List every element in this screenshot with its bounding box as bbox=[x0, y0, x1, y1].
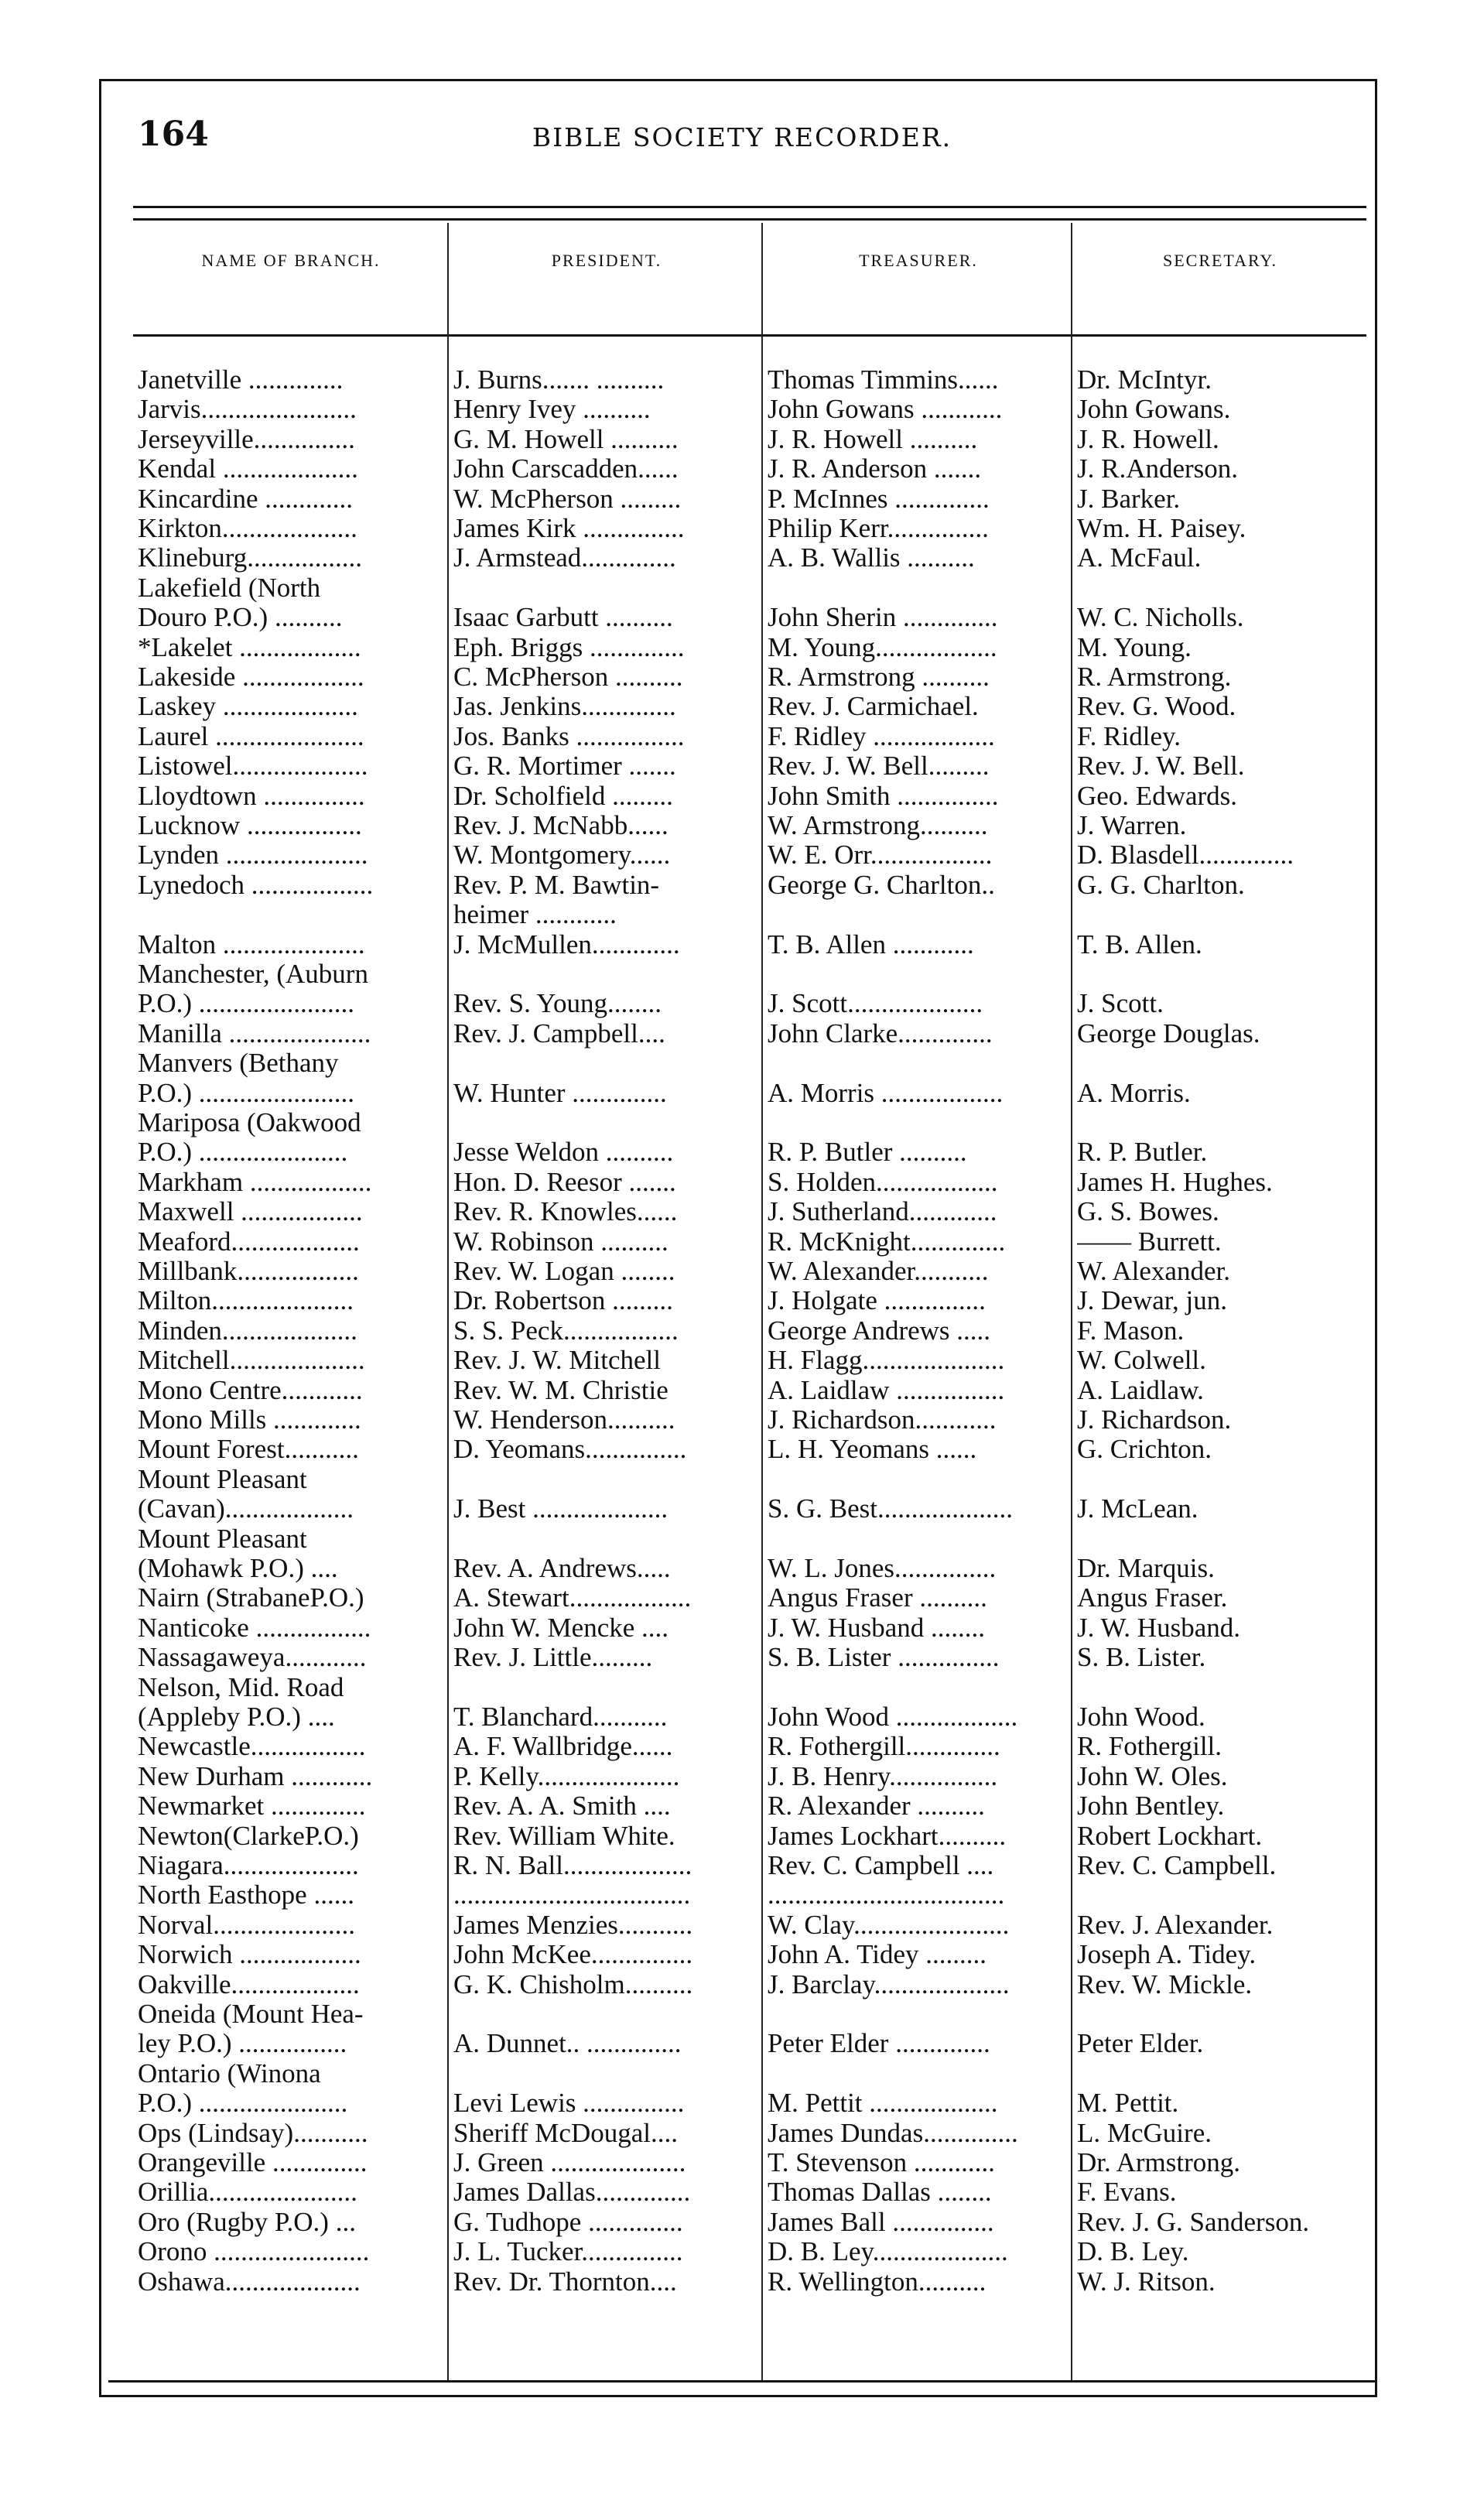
treasurer-cell: George G. Charlton.. bbox=[768, 870, 995, 900]
secretary-cell: J. R.Anderson. bbox=[1077, 454, 1239, 484]
branch-cell: Lakefield (North bbox=[138, 573, 321, 603]
secretary-cell: James H. Hughes. bbox=[1077, 1167, 1273, 1197]
president-cell: John McKee............... bbox=[453, 1940, 693, 1970]
president-cell: J. Best .................... bbox=[453, 1494, 668, 1524]
column-header-president: PRESIDENT. bbox=[551, 251, 662, 270]
president-cell: G. M. Howell .......... bbox=[453, 424, 679, 454]
column-header-treasurer: TREASURER. bbox=[859, 251, 978, 270]
branch-cell: Milton..................... bbox=[138, 1286, 354, 1316]
secretary-cell: John Bentley. bbox=[1077, 1791, 1225, 1822]
secretary-cell: John W. Oles. bbox=[1077, 1761, 1228, 1791]
treasurer-cell: F. Ridley .................. bbox=[768, 721, 995, 751]
secretary-cell: G. G. Charlton. bbox=[1077, 870, 1245, 900]
branch-cell: Nassagaweya............ bbox=[138, 1643, 367, 1673]
president-cell: W. Hunter .............. bbox=[453, 1078, 667, 1108]
branch-cell: Jerseyville............... bbox=[138, 424, 355, 454]
president-cell: James Dallas.............. bbox=[453, 2177, 691, 2208]
branch-cell: Meaford................... bbox=[138, 1226, 360, 1257]
branch-cell: Minden.................... bbox=[138, 1315, 357, 1346]
president-cell: Hon. D. Reesor ....... bbox=[453, 1167, 676, 1197]
branch-cell: Mount Forest........... bbox=[138, 1435, 359, 1465]
secretary-cell: D. B. Ley. bbox=[1077, 2237, 1189, 2267]
treasurer-cell: R. Alexander .......... bbox=[768, 1791, 985, 1822]
branch-cell: Markham .................. bbox=[138, 1167, 372, 1197]
secretary-cell: A. Morris. bbox=[1077, 1078, 1191, 1108]
column-divider bbox=[1071, 223, 1072, 2380]
branch-cell: Norwich .................. bbox=[138, 1940, 361, 1970]
president-cell: Dr. Robertson ......... bbox=[453, 1286, 673, 1316]
president-cell: Rev. W. Logan ........ bbox=[453, 1257, 675, 1286]
treasurer-cell: P. McInnes .............. bbox=[768, 484, 990, 514]
secretary-cell: Dr. Marquis. bbox=[1077, 1554, 1215, 1583]
president-cell: W. Montgomery...... bbox=[453, 840, 671, 871]
branch-cell: *Lakelet .................. bbox=[138, 632, 361, 662]
branch-cell: Niagara.................... bbox=[138, 1851, 359, 1880]
branch-cell: Orono ....................... bbox=[138, 2237, 370, 2267]
treasurer-cell: James Dundas.............. bbox=[768, 2118, 1018, 2148]
branch-cell: Nairn (StrabaneP.O.) bbox=[138, 1583, 364, 1613]
branch-cell: P.O.) ...................... bbox=[138, 2088, 348, 2119]
treasurer-cell: J. R. Anderson ....... bbox=[768, 454, 982, 484]
president-cell: John Carscadden...... bbox=[453, 454, 679, 484]
branch-cell: Janetville .............. bbox=[138, 365, 344, 395]
branch-cell: New Durham ............ bbox=[138, 1761, 373, 1791]
treasurer-cell: A. Laidlaw ................ bbox=[768, 1375, 1005, 1405]
president-cell: T. Blanchard........... bbox=[453, 1702, 668, 1732]
secretary-cell: W. J. Ritson. bbox=[1077, 2266, 1216, 2297]
column-header-secretary: SECRETARY. bbox=[1162, 251, 1278, 270]
treasurer-cell: W. Armstrong.......... bbox=[768, 811, 988, 840]
secretary-cell: Rev. J. G. Sanderson. bbox=[1077, 2207, 1310, 2237]
treasurer-cell: Rev. C. Campbell .... bbox=[768, 1851, 994, 1880]
treasurer-cell: Thomas Timmins...... bbox=[768, 365, 999, 395]
president-cell: S. S. Peck................. bbox=[453, 1315, 679, 1346]
treasurer-cell: Angus Fraser .......... bbox=[768, 1583, 987, 1613]
branch-cell: Mono Mills ............. bbox=[138, 1405, 361, 1435]
secretary-cell: George Douglas. bbox=[1077, 1018, 1260, 1048]
branch-cell: Kirkton.................... bbox=[138, 514, 357, 543]
president-cell: Rev. J. W. Mitchell bbox=[453, 1346, 662, 1376]
secretary-cell: A. McFaul. bbox=[1077, 543, 1202, 573]
treasurer-cell: J. Scott.................... bbox=[768, 989, 983, 1019]
branch-cell: Lynedoch .................. bbox=[138, 870, 374, 900]
president-cell: J. Green .................... bbox=[453, 2148, 686, 2177]
branch-cell: Listowel.................... bbox=[138, 751, 368, 782]
branch-cell: Newmarket .............. bbox=[138, 1791, 366, 1822]
secretary-cell: John Wood. bbox=[1077, 1702, 1205, 1732]
branch-cell: P.O.) ...................... bbox=[138, 1137, 348, 1168]
treasurer-cell: J. Sutherland............. bbox=[768, 1197, 997, 1227]
branch-cell: Manchester, (Auburn bbox=[138, 960, 368, 989]
branch-cell: Lakeside .................. bbox=[138, 662, 364, 692]
treasurer-cell: J. W. Husband ........ bbox=[768, 1613, 985, 1643]
treasurer-cell: D. B. Ley.................... bbox=[768, 2237, 1008, 2267]
branch-cell: Oakville................... bbox=[138, 1969, 360, 1999]
president-cell: Rev. P. M. Bawtin- bbox=[453, 870, 660, 900]
branch-cell: Orillia...................... bbox=[138, 2177, 357, 2208]
president-cell: James Kirk ............... bbox=[453, 514, 685, 543]
treasurer-cell: Rev. J. Carmichael. bbox=[768, 692, 979, 722]
treasurer-cell: H. Flagg..................... bbox=[768, 1346, 1005, 1376]
branch-cell: Ontario (Winona bbox=[138, 2058, 321, 2088]
president-cell: J. McMullen............. bbox=[453, 929, 680, 960]
treasurer-cell: A. B. Wallis .......... bbox=[768, 543, 975, 573]
secretary-cell: A. Laidlaw. bbox=[1077, 1375, 1204, 1405]
president-cell: Rev. R. Knowles...... bbox=[453, 1197, 678, 1227]
treasurer-cell: Philip Kerr............... bbox=[768, 514, 989, 543]
treasurer-cell: W. Clay....................... bbox=[768, 1910, 1010, 1940]
branch-cell: Nelson, Mid. Road bbox=[138, 1672, 344, 1702]
secretary-cell: W. Alexander. bbox=[1077, 1257, 1230, 1286]
president-cell: Rev. A. Andrews..... bbox=[453, 1554, 671, 1583]
secretary-cell: W. C. Nicholls. bbox=[1077, 603, 1244, 633]
branch-cell: Ops (Lindsay)........... bbox=[138, 2118, 368, 2148]
president-cell: Rev. Dr. Thornton.... bbox=[453, 2266, 677, 2297]
secretary-cell: Dr. Armstrong. bbox=[1077, 2148, 1240, 2177]
secretary-cell: J. McLean. bbox=[1077, 1494, 1198, 1524]
secretary-cell: Rev. W. Mickle. bbox=[1077, 1969, 1253, 1999]
treasurer-cell: R. Fothergill.............. bbox=[768, 1732, 1000, 1762]
treasurer-cell: John Sherin .............. bbox=[768, 603, 998, 633]
treasurer-cell: John Wood .................. bbox=[768, 1702, 1018, 1732]
treasurer-cell: W. L. Jones............... bbox=[768, 1554, 997, 1583]
president-cell: G. Tudhope .............. bbox=[453, 2207, 683, 2237]
header-rule-top bbox=[133, 206, 1366, 208]
president-cell: Dr. Scholfield ......... bbox=[453, 781, 673, 811]
treasurer-cell: John Clarke.............. bbox=[768, 1018, 993, 1048]
running-title: BIBLE SOCIETY RECORDER. bbox=[532, 122, 952, 152]
president-cell: J. L. Tucker............... bbox=[453, 2237, 683, 2267]
president-cell: G. R. Mortimer ....... bbox=[453, 751, 676, 782]
bottom-rule bbox=[108, 2380, 1376, 2383]
branch-cell: Laurel ...................... bbox=[138, 721, 364, 751]
secretary-cell: J. Warren. bbox=[1077, 811, 1187, 840]
president-cell: John W. Mencke .... bbox=[453, 1613, 669, 1643]
secretary-cell: L. McGuire. bbox=[1077, 2118, 1212, 2148]
branch-cell: (Mohawk P.O.) .... bbox=[138, 1554, 338, 1583]
president-cell: W. Henderson.......... bbox=[453, 1405, 675, 1435]
treasurer-cell: S. Holden.................. bbox=[768, 1167, 998, 1197]
secretary-cell: G. Crichton. bbox=[1077, 1435, 1212, 1465]
secretary-cell: R. P. Butler. bbox=[1077, 1137, 1208, 1168]
president-cell: Rev. A. A. Smith .... bbox=[453, 1791, 671, 1822]
secretary-cell: J. R. Howell. bbox=[1077, 424, 1219, 454]
secretary-cell: D. Blasdell.............. bbox=[1077, 840, 1294, 871]
treasurer-cell: R. P. Butler .......... bbox=[768, 1137, 967, 1168]
secretary-cell: J. Scott. bbox=[1077, 989, 1164, 1019]
branch-cell: Kendal .................... bbox=[138, 454, 358, 484]
branch-cell: Newcastle................. bbox=[138, 1732, 366, 1762]
secretary-cell: Wm. H. Paisey. bbox=[1077, 514, 1246, 543]
president-cell: Isaac Garbutt .......... bbox=[453, 603, 673, 633]
branch-cell: Millbank.................. bbox=[138, 1257, 359, 1286]
branch-cell: Laskey .................... bbox=[138, 692, 358, 722]
secretary-cell: Peter Elder. bbox=[1077, 2029, 1204, 2059]
branch-cell: ley P.O.) ................ bbox=[138, 2029, 347, 2059]
secretary-cell: Joseph A. Tidey. bbox=[1077, 1940, 1257, 1970]
treasurer-cell: Thomas Dallas ........ bbox=[768, 2177, 992, 2208]
branch-cell: Oshawa.................... bbox=[138, 2266, 361, 2297]
branch-cell: Jarvis....................... bbox=[138, 395, 357, 425]
secretary-cell: J. Barker. bbox=[1077, 484, 1181, 514]
president-cell: Levi Lewis ............... bbox=[453, 2088, 685, 2119]
president-cell: ................................... bbox=[453, 1880, 691, 1910]
secretary-cell: Geo. Edwards. bbox=[1077, 781, 1238, 811]
branch-cell: (Appleby P.O.) .... bbox=[138, 1702, 335, 1732]
treasurer-cell: John Smith ............... bbox=[768, 781, 999, 811]
column-header-rule bbox=[133, 334, 1366, 337]
branch-cell: Mount Pleasant bbox=[138, 1464, 307, 1494]
treasurer-cell: J. Barclay.................... bbox=[768, 1969, 1010, 1999]
president-cell: heimer ............ bbox=[453, 900, 617, 930]
treasurer-cell: T. B. Allen ............ bbox=[768, 929, 974, 960]
president-cell: A. Stewart.................. bbox=[453, 1583, 692, 1613]
treasurer-cell: R. Armstrong .......... bbox=[768, 662, 990, 692]
branch-cell: P.O.) ....................... bbox=[138, 1078, 355, 1108]
branch-cell: Newton(ClarkeP.O.) bbox=[138, 1821, 359, 1851]
secretary-cell: S. B. Lister. bbox=[1077, 1643, 1206, 1673]
branch-cell: Kincardine ............. bbox=[138, 484, 353, 514]
branch-cell: North Easthope ...... bbox=[138, 1880, 354, 1910]
secretary-cell: J. Dewar, jun. bbox=[1077, 1286, 1227, 1316]
branch-cell: Lynden ..................... bbox=[138, 840, 368, 871]
secretary-cell: Rev. G. Wood. bbox=[1077, 692, 1236, 722]
column-divider bbox=[447, 223, 449, 2380]
treasurer-cell: S. G. Best.................... bbox=[768, 1494, 1013, 1524]
secretary-cell: J. W. Husband. bbox=[1077, 1613, 1240, 1643]
secretary-cell: F. Evans. bbox=[1077, 2177, 1177, 2208]
secretary-cell: R. Fothergill. bbox=[1077, 1732, 1222, 1762]
secretary-cell: J. Richardson. bbox=[1077, 1405, 1232, 1435]
treasurer-cell: T. Stevenson ............ bbox=[768, 2148, 995, 2177]
president-cell: Eph. Briggs .............. bbox=[453, 632, 685, 662]
treasurer-cell: Rev. J. W. Bell......... bbox=[768, 751, 990, 782]
branch-cell: Oneida (Mount Hea- bbox=[138, 1999, 364, 2029]
treasurer-cell: James Ball ............... bbox=[768, 2207, 994, 2237]
treasurer-cell: R. Wellington.......... bbox=[768, 2266, 986, 2297]
secretary-cell: —— Burrett. bbox=[1077, 1226, 1222, 1257]
president-cell: D. Yeomans............... bbox=[453, 1435, 687, 1465]
branch-cell: Douro P.O.) .......... bbox=[138, 603, 343, 633]
secretary-cell: Angus Fraser. bbox=[1077, 1583, 1228, 1613]
branch-cell: Lloydtown ............... bbox=[138, 781, 365, 811]
treasurer-cell: Peter Elder .............. bbox=[768, 2029, 990, 2059]
branch-cell: Manilla ..................... bbox=[138, 1018, 371, 1048]
president-cell: R. N. Ball................... bbox=[453, 1851, 692, 1880]
secretary-cell: R. Armstrong. bbox=[1077, 662, 1232, 692]
president-cell: Rev. J. Campbell.... bbox=[453, 1018, 665, 1048]
president-cell: J. Armstead.............. bbox=[453, 543, 676, 573]
president-cell: Jesse Weldon .......... bbox=[453, 1137, 674, 1168]
secretary-cell: Rev. J. Alexander. bbox=[1077, 1910, 1274, 1940]
secretary-cell: T. B. Allen. bbox=[1077, 929, 1202, 960]
branch-cell: Maxwell .................. bbox=[138, 1197, 363, 1227]
secretary-cell: Rev. C. Campbell. bbox=[1077, 1851, 1277, 1880]
president-cell: James Menzies........... bbox=[453, 1910, 693, 1940]
president-cell: Rev. W. M. Christie bbox=[453, 1375, 668, 1405]
column-divider bbox=[761, 223, 763, 2380]
secretary-cell: F. Mason. bbox=[1077, 1315, 1185, 1346]
president-cell: Sheriff McDougal.... bbox=[453, 2118, 678, 2148]
branch-cell: Klineburg................. bbox=[138, 543, 363, 573]
president-cell: G. K. Chisholm.......... bbox=[453, 1969, 693, 1999]
header-rule-bottom bbox=[133, 218, 1366, 221]
president-cell: Rev. J. McNabb...... bbox=[453, 811, 668, 840]
branch-cell: Orangeville .............. bbox=[138, 2148, 368, 2177]
president-cell: Rev. J. Little......... bbox=[453, 1643, 653, 1673]
branch-cell: Norval..................... bbox=[138, 1910, 355, 1940]
president-cell: Henry Ivey .......... bbox=[453, 395, 651, 425]
treasurer-cell: ................................... bbox=[768, 1880, 1005, 1910]
treasurer-cell: W. Alexander........... bbox=[768, 1257, 989, 1286]
secretary-cell: John Gowans. bbox=[1077, 395, 1231, 425]
president-cell: A. F. Wallbridge...... bbox=[453, 1732, 673, 1762]
branch-cell: Mono Centre............ bbox=[138, 1375, 363, 1405]
branch-cell: P.O.) ....................... bbox=[138, 989, 355, 1019]
secretary-cell: Dr. McIntyr. bbox=[1077, 365, 1212, 395]
branch-cell: Oro (Rugby P.O.) ... bbox=[138, 2207, 356, 2237]
president-cell: A. Dunnet.. .............. bbox=[453, 2029, 682, 2059]
treasurer-cell: J. B. Henry................ bbox=[768, 1761, 998, 1791]
treasurer-cell: John Gowans ............ bbox=[768, 395, 1003, 425]
treasurer-cell: J. R. Howell .......... bbox=[768, 424, 978, 454]
branch-cell: Manvers (Bethany bbox=[138, 1048, 339, 1079]
treasurer-cell: James Lockhart.......... bbox=[768, 1821, 1007, 1851]
treasurer-cell: John A. Tidey ......... bbox=[768, 1940, 986, 1970]
branch-cell: Nanticoke ................. bbox=[138, 1613, 371, 1643]
treasurer-cell: M. Young.................. bbox=[768, 632, 997, 662]
secretary-cell: M. Young. bbox=[1077, 632, 1192, 662]
president-cell: Rev. William White. bbox=[453, 1821, 675, 1851]
secretary-cell: Rev. J. W. Bell. bbox=[1077, 751, 1245, 782]
branch-cell: Lucknow ................. bbox=[138, 811, 362, 840]
treasurer-cell: J. Richardson............ bbox=[768, 1405, 997, 1435]
secretary-cell: M. Pettit. bbox=[1077, 2088, 1179, 2119]
president-cell: J. Burns....... .......... bbox=[453, 365, 665, 395]
treasurer-cell: R. McKnight.............. bbox=[768, 1226, 1006, 1257]
treasurer-cell: S. B. Lister ............... bbox=[768, 1643, 1000, 1673]
treasurer-cell: W. E. Orr.................. bbox=[768, 840, 993, 871]
secretary-cell: G. S. Bowes. bbox=[1077, 1197, 1219, 1227]
president-cell: W. McPherson ......... bbox=[453, 484, 682, 514]
treasurer-cell: J. Holgate ............... bbox=[768, 1286, 986, 1316]
president-cell: Jos. Banks ................ bbox=[453, 721, 685, 751]
page-number: 164 bbox=[138, 115, 209, 154]
treasurer-cell: L. H. Yeomans ...... bbox=[768, 1435, 977, 1465]
president-cell: Jas. Jenkins.............. bbox=[453, 692, 676, 722]
branch-cell: Malton ..................... bbox=[138, 929, 365, 960]
secretary-cell: F. Ridley. bbox=[1077, 721, 1181, 751]
president-cell: W. Robinson .......... bbox=[453, 1226, 668, 1257]
column-header-branch: NAME OF BRANCH. bbox=[201, 251, 381, 270]
secretary-cell: W. Colwell. bbox=[1077, 1346, 1206, 1376]
branch-cell: Mount Pleasant bbox=[138, 1524, 307, 1554]
branch-cell: Mariposa (Oakwood bbox=[138, 1108, 361, 1137]
president-cell: P. Kelly..................... bbox=[453, 1761, 680, 1791]
treasurer-cell: George Andrews ..... bbox=[768, 1315, 991, 1346]
president-cell: C. McPherson .......... bbox=[453, 662, 683, 692]
branch-cell: Mitchell.................... bbox=[138, 1346, 365, 1376]
treasurer-cell: A. Morris .................. bbox=[768, 1078, 1004, 1108]
president-cell: Rev. S. Young........ bbox=[453, 989, 662, 1019]
treasurer-cell: M. Pettit ................... bbox=[768, 2088, 998, 2119]
secretary-cell: Robert Lockhart. bbox=[1077, 1821, 1263, 1851]
branch-cell: (Cavan)................... bbox=[138, 1494, 354, 1524]
